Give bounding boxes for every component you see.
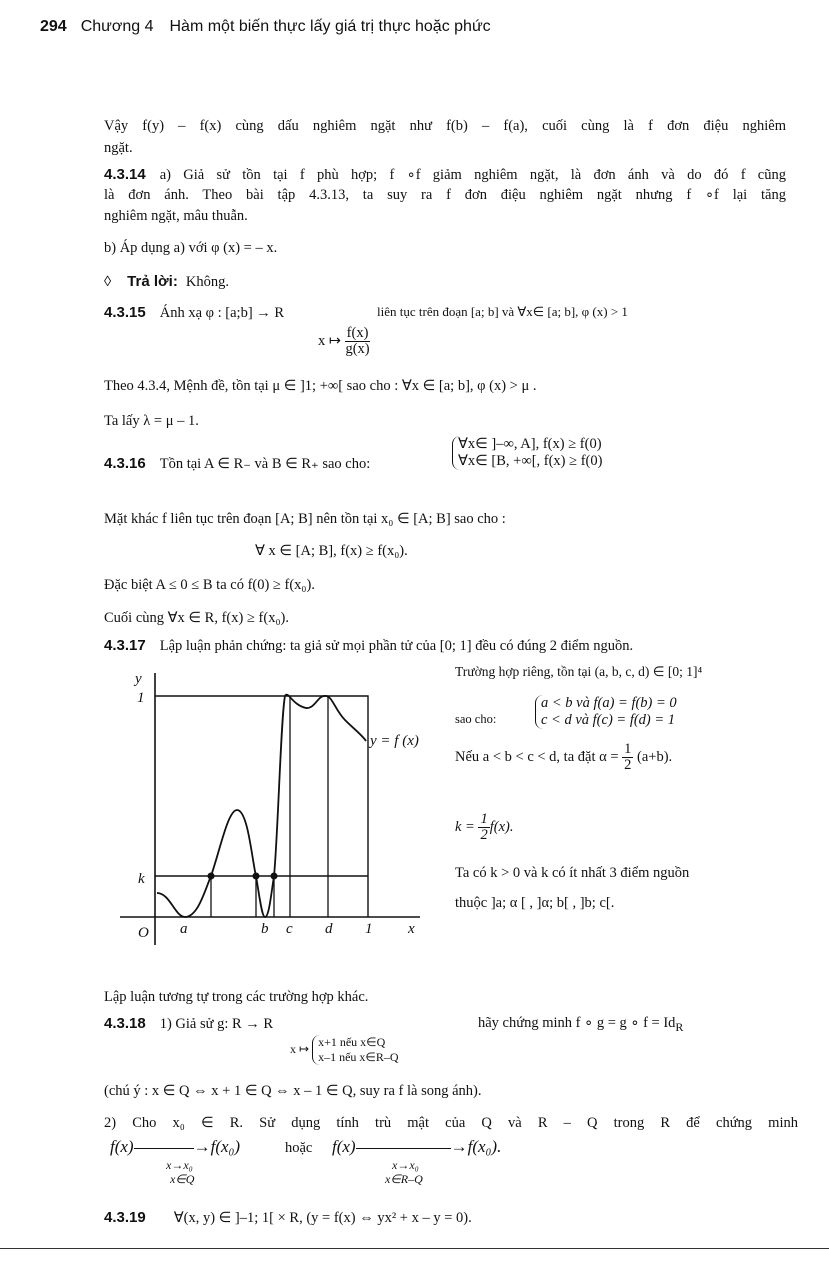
exercise-number: 4.3.19 bbox=[104, 1209, 146, 1226]
limit-subscript: x→x₀ bbox=[166, 1158, 193, 1172]
exercise-number: 4.3.14 bbox=[104, 166, 146, 183]
text: ∀x∈ ]–∞, A], f(x) ≥ f(0) bbox=[458, 436, 602, 452]
text: f(x). bbox=[489, 818, 514, 835]
function-graph bbox=[120, 665, 440, 950]
limit-subscript: x→x₀ bbox=[392, 1158, 419, 1172]
page-number: 294 bbox=[40, 18, 67, 35]
formula bbox=[455, 742, 672, 773]
text: R bbox=[675, 1019, 684, 1034]
x-axis-label: x bbox=[408, 921, 415, 937]
text: Tồn tại A ∈ R₋ và B ∈ R₊ sao cho: bbox=[159, 456, 371, 472]
text: x ↦ bbox=[290, 1041, 310, 1056]
text: hãy chứng minh f ∘ g = g ∘ f = Id bbox=[478, 1015, 676, 1031]
a-label: a bbox=[180, 921, 188, 937]
exercise-number: 4.3.18 bbox=[104, 1015, 146, 1032]
or-text: hoặc bbox=[285, 1140, 313, 1156]
text: 2 bbox=[480, 827, 488, 843]
formula: ∀ x ∈ [A; B], f(x) ≥ f(x₀). bbox=[255, 543, 408, 559]
text: k = bbox=[455, 818, 475, 835]
exercise-4-3-17 bbox=[104, 637, 633, 655]
paragraph-line: Ta lấy λ = μ – 1. bbox=[104, 413, 199, 429]
formula bbox=[318, 326, 370, 357]
paragraph-line: Vậy f(y) – f(x) cùng dấu nghiêm ngặt như f(b) – f(a), cuối cùng là f đơn điệu nghiêm bbox=[104, 118, 786, 134]
unit-box bbox=[155, 696, 368, 917]
text: 2 bbox=[624, 757, 632, 773]
limit-1: f(x) →f(x₀) bbox=[110, 1137, 241, 1156]
fraction bbox=[622, 742, 633, 773]
paragraph-line: Lập luận tương tự trong các trường hợp khác. bbox=[104, 989, 369, 1005]
exercise-4-3-16 bbox=[104, 455, 370, 473]
text: ∀(x, y) ∈ ]–1; 1[ × R, (y = f(x) ⇔ yx² + x – y = 0). bbox=[173, 1210, 472, 1226]
curve-f bbox=[157, 695, 366, 917]
exercise-4-3-18 bbox=[104, 1015, 273, 1033]
intersection-point bbox=[271, 873, 278, 880]
text: 1 bbox=[624, 741, 632, 757]
d-label: d bbox=[325, 921, 333, 937]
paragraph-line: Ta có k > 0 và k có ít nhất 3 điểm nguồn bbox=[455, 865, 690, 881]
paragraph-line: 2) Cho x₀ ∈ R. Sử dụng tính trù mật của Q và R – Q trong R để chứng minh bbox=[104, 1115, 798, 1131]
paragraph-line: là đơn ánh. Theo bài tập 4.3.13, ta suy ra f đơn điệu nghiêm ngặt nhưng f ∘f lại tăng bbox=[104, 187, 786, 203]
text: 1 bbox=[480, 811, 488, 827]
chapter-title: Hàm một biến thực lấy giá trị thực hoặc phức bbox=[169, 18, 491, 35]
text: f(x) bbox=[346, 325, 369, 341]
text: Ánh xạ φ : [a;b] → R bbox=[159, 305, 285, 321]
exercise-4-3-19 bbox=[104, 1209, 472, 1227]
k-label: k bbox=[138, 871, 145, 887]
system bbox=[452, 436, 602, 470]
arrow-not-converge-icon bbox=[134, 1148, 194, 1149]
chapter-label: Chương 4 bbox=[80, 18, 154, 35]
arrow-not-converge-icon bbox=[356, 1148, 451, 1149]
text: 1) Giả sử g: R → R bbox=[159, 1016, 274, 1032]
c-label: c bbox=[286, 921, 293, 937]
brace bbox=[312, 1035, 398, 1065]
curve-label: y = f (x) bbox=[370, 733, 419, 749]
text: x ↦ bbox=[318, 332, 342, 349]
exercise-4-3-15 bbox=[104, 304, 284, 322]
text: (a+b). bbox=[637, 748, 673, 765]
paragraph-line: thuộc ]a; α [ , ]α; b[ , ]b; c[. bbox=[455, 895, 615, 911]
brace bbox=[535, 695, 677, 729]
text: x+1 nếu x∈Q bbox=[318, 1035, 386, 1049]
system bbox=[535, 695, 677, 729]
paragraph-line: Đặc biệt A ≤ 0 ≤ B ta có f(0) ≥ f(x₀). bbox=[104, 577, 315, 593]
paragraph-line: b) Áp dụng a) với φ (x) = – x. bbox=[104, 240, 278, 256]
exercise-number: 4.3.17 bbox=[104, 637, 146, 654]
formula bbox=[455, 812, 513, 843]
bottom-rule bbox=[0, 1248, 829, 1249]
fraction bbox=[478, 812, 489, 843]
text: f(x) bbox=[110, 1137, 134, 1156]
origin-label: O bbox=[138, 925, 149, 941]
paragraph-line bbox=[478, 1015, 683, 1035]
page-header bbox=[40, 18, 491, 36]
text: a) Giả sử tồn tại f phù hợp; f ∘f giảm nghiêm ngặt, là đơn ánh và do đó f cũng bbox=[159, 167, 786, 183]
exercise-number: 4.3.16 bbox=[104, 455, 146, 472]
paragraph-line: Trường hợp riêng, tồn tại (a, b, c, d) ∈ [0; 1]⁴ bbox=[455, 664, 703, 679]
text: c < d và f(c) = f(d) = 1 bbox=[541, 712, 676, 728]
answer-label: Trả lời: bbox=[127, 273, 178, 290]
text: x–1 nếu x∈R–Q bbox=[318, 1050, 399, 1064]
exercise-4-3-14 bbox=[104, 166, 786, 184]
paragraph-line: (chú ý : x ∈ Q ⇔ x + 1 ∈ Q ⇔ x – 1 ∈ Q, suy ra f là song ánh). bbox=[104, 1083, 482, 1099]
answer-line bbox=[104, 273, 229, 291]
answer-value: Không. bbox=[185, 274, 229, 290]
text: Nếu a < b < c < d, ta đặt α = bbox=[455, 748, 619, 765]
intersection-point bbox=[253, 873, 260, 880]
text: g(x) bbox=[345, 341, 370, 357]
limit-2: f(x) →f(x₀). bbox=[332, 1137, 502, 1156]
text: f(x₀) bbox=[210, 1137, 241, 1156]
fraction bbox=[345, 326, 371, 357]
limit-subscript: x∈R–Q bbox=[385, 1172, 423, 1186]
y-axis-label: y bbox=[135, 671, 142, 687]
paragraph-line: Mặt khác f liên tục trên đoạn [A; B] nên tồn tại x₀ ∈ [A; B] sao cho : bbox=[104, 511, 506, 527]
formula bbox=[290, 1035, 399, 1065]
paragraph-line: liên tục trên đoạn [a; b] và ∀x∈ [a; b], φ (x) > 1 bbox=[377, 304, 628, 319]
intersection-point bbox=[208, 873, 215, 880]
paragraph-line: Cuối cùng ∀x ∈ R, f(x) ≥ f(x₀). bbox=[104, 610, 289, 626]
brace bbox=[452, 436, 602, 470]
text: a < b và f(a) = f(b) = 0 bbox=[541, 695, 677, 711]
paragraph-line: ngặt. bbox=[104, 140, 133, 156]
limit-subscript: x∈Q bbox=[170, 1172, 195, 1186]
paragraph-line: nghiêm ngặt, mâu thuẫn. bbox=[104, 208, 248, 224]
paragraph-line: Theo 4.3.4, Mệnh đề, tồn tại μ ∈ ]1; +∞[ sao cho : ∀x ∈ [a; b], φ (x) > μ . bbox=[104, 378, 537, 394]
diamond-icon: ◊ bbox=[104, 274, 112, 290]
x-one-label: 1 bbox=[365, 921, 373, 937]
text: f(x) bbox=[332, 1137, 356, 1156]
y-one-label: 1 bbox=[137, 690, 145, 706]
b-label: b bbox=[261, 921, 269, 937]
exercise-number: 4.3.15 bbox=[104, 304, 146, 321]
text: f(x₀). bbox=[467, 1137, 502, 1156]
text: ∀x∈ [B, +∞[, f(x) ≥ f(0) bbox=[458, 453, 603, 469]
label: sao cho: bbox=[455, 712, 497, 726]
text: Lập luận phản chứng: ta giả sử mọi phần tử của [0; 1] đều có đúng 2 điểm nguồn. bbox=[159, 638, 634, 654]
